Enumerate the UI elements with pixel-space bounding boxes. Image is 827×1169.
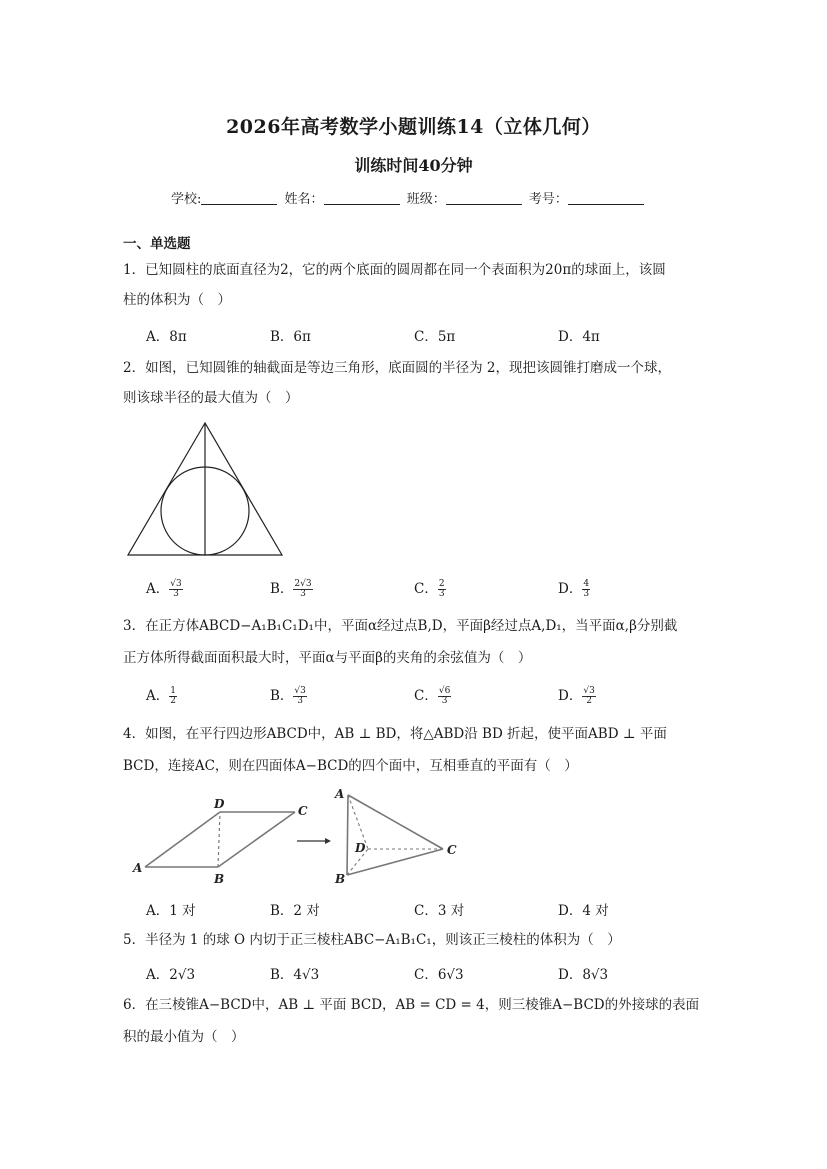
q4-line2: BCD，连接AC，则在四面体A−BCD的四个面中，互相垂直的平面有（ ） <box>123 758 578 774</box>
q2-line2: 则该球半径的最大值为（ ） <box>123 390 299 406</box>
q3-option-a: A． $\frac{1}{2}$ <box>146 686 176 706</box>
q4-option-a: A．1 对 <box>146 903 196 919</box>
q5-option-d: D．8√3 <box>558 967 609 983</box>
label-b-left: B <box>214 872 225 886</box>
q2-option-c: C． $\frac{2}{3}$ <box>414 579 445 599</box>
q5-option-b: B．4√3 <box>270 967 320 983</box>
tetra-edge-ab <box>347 795 348 875</box>
arrow-head <box>325 838 331 844</box>
q1-option-c: C．5π <box>414 329 456 345</box>
label-d-left: D <box>214 797 225 811</box>
label-a-left: A <box>133 861 143 875</box>
label-a-right: A <box>335 787 345 801</box>
label-b-right: B <box>335 872 346 886</box>
q1-option-a: A．8π <box>146 329 187 345</box>
q2-option-b: B． $\frac{2√3}{3}$ <box>270 579 312 599</box>
q3-option-c: C． $\frac{√6}{3}$ <box>414 686 451 706</box>
q2-line1: 2．如图，已知圆锥的轴截面是等边三角形，底面圆的半径为 2，现把该圆锥打磨成一个球， <box>123 360 671 376</box>
name-label: 姓名： <box>284 192 324 207</box>
school-label: 学校: <box>171 192 202 207</box>
q1-line2: 柱的体积为（ ） <box>123 292 231 308</box>
student-info-row <box>171 188 647 207</box>
section-heading: 一、单选题 <box>123 236 191 252</box>
q2-option-a: A． $\frac{√3}{3}$ <box>146 579 182 599</box>
edge-ad <box>145 812 220 867</box>
q3-line1: 3．在正方体ABCD−A₁B₁C₁D₁中，平面α经过点B,D，平面β经过点A,D₁，当平面α,β分别截 <box>123 618 678 634</box>
page-title: 2026年高考数学小题训练14（立体几何） <box>226 116 601 138</box>
q4-option-b: B．2 对 <box>270 903 320 919</box>
q6-line2: 积的最小值为（ ） <box>123 1029 245 1045</box>
class-label: 班级： <box>406 192 446 207</box>
q5-line1: 5．半径为 1 的球 O 内切于正三棱柱ABC−A₁B₁C₁，则该正三棱柱的体积为（ ） <box>123 932 621 948</box>
q4-line1: 4．如图，在平行四边形ABCD中，AB ⊥ BD，将△ABD沿 BD 折起，使平面ABD ⊥ 平面 <box>123 726 667 742</box>
q2-option-d: D． $\frac{4}{3}$ <box>558 579 590 599</box>
q1-option-d: D．4π <box>558 329 600 345</box>
label-d-right: D <box>355 841 366 855</box>
label-c-right: C <box>447 843 457 857</box>
q3-line2: 正方体所得截面面积最大时，平面α与平面β的夹角的余弦值为（ ） <box>123 650 532 666</box>
parallelogram-fold-figure <box>125 785 470 895</box>
q1-line1: 1．已知圆柱的底面直径为2，它的两个底面的圆周都在同一个表面积为20π的球面上，该圆 <box>123 262 666 278</box>
id-label: 考号： <box>528 192 568 207</box>
cone-figure <box>120 418 290 563</box>
q6-line1: 6．在三棱锥A−BCD中，AB ⊥ 平面 BCD，AB = CD = 4，则三棱锥A−BCD的外接球的表面 <box>123 997 700 1013</box>
q3-option-d: D． $\frac{√3}{2}$ <box>558 686 595 706</box>
q5-option-a: A．2√3 <box>146 967 196 983</box>
label-c-left: C <box>298 804 308 818</box>
edge-bd-dashed <box>218 812 220 867</box>
page-subtitle: 训练时间40分钟 <box>354 156 473 175</box>
q4-option-c: C．3 对 <box>414 903 465 919</box>
edge-bc <box>218 812 295 867</box>
q4-option-d: D．4 对 <box>558 903 609 919</box>
q5-option-c: C．6√3 <box>414 967 464 983</box>
name-blank <box>324 191 400 205</box>
id-blank <box>568 191 644 205</box>
q3-option-b: B． $\frac{√3}{3}$ <box>270 686 306 706</box>
school-blank <box>201 191 277 205</box>
q1-option-b: B．6π <box>270 329 311 345</box>
class-blank <box>446 191 522 205</box>
